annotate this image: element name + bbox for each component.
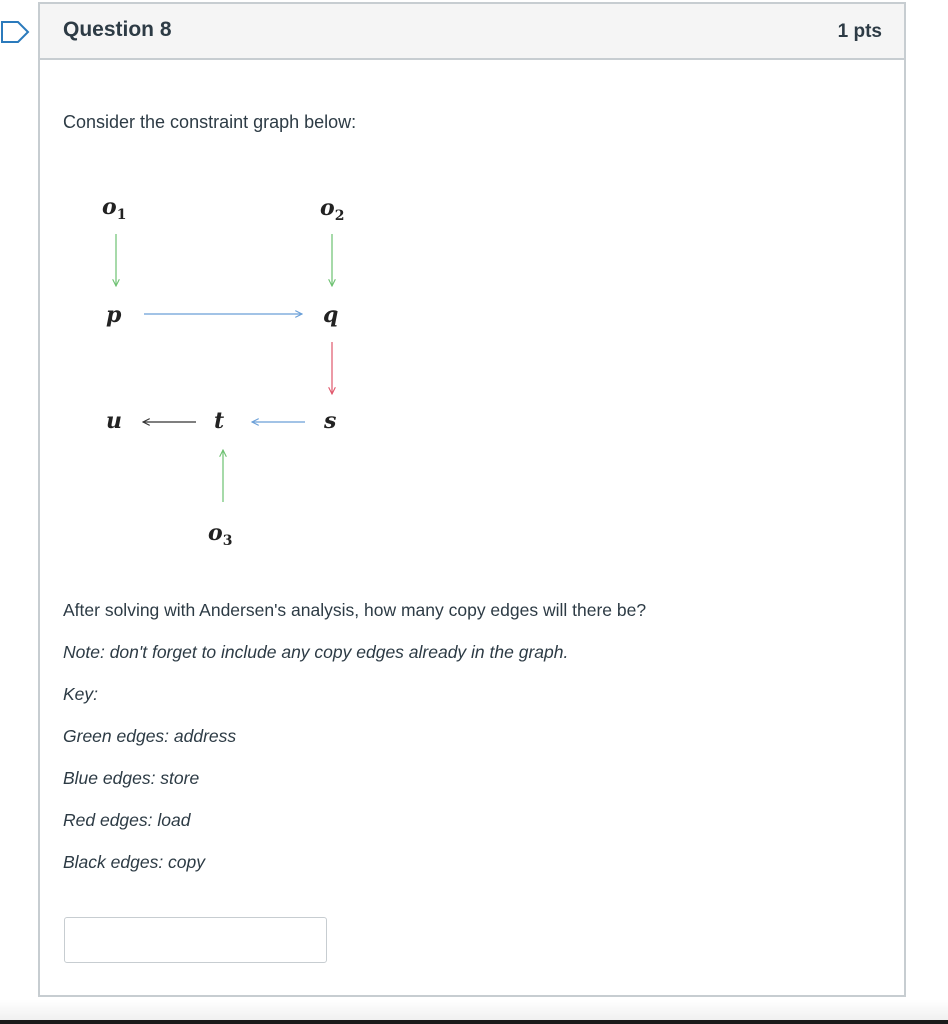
question-card xyxy=(38,2,906,997)
node-u: u xyxy=(106,408,122,434)
bottom-bar xyxy=(0,1020,948,1024)
node-t: t xyxy=(214,408,225,434)
constraint-graph xyxy=(80,184,380,554)
question-header xyxy=(40,4,904,60)
question-points: 1 pts xyxy=(837,21,882,42)
key-item-green: Green edges: address xyxy=(63,726,237,746)
bottom-fade xyxy=(0,1000,948,1020)
note-text: Note: don't forget to include any copy edges already in the graph. xyxy=(63,642,569,662)
answer-input[interactable] xyxy=(64,917,327,963)
key-item-blue: Blue edges: store xyxy=(63,768,200,788)
node-o2: $o_2$ xyxy=(320,195,345,224)
node-o3: $o_3$ xyxy=(208,520,233,549)
bookmark-flag-icon[interactable] xyxy=(0,20,32,44)
node-q: q xyxy=(323,302,339,328)
question-title: Question 8 xyxy=(63,18,172,41)
key-item-black: Black edges: copy xyxy=(63,852,206,872)
question-text: After solving with Andersen's analysis, how many copy edges will there be? xyxy=(63,600,647,620)
node-o1: $o_1$ xyxy=(102,194,127,223)
key-label: Key: xyxy=(63,684,99,704)
node-s: s xyxy=(324,408,337,434)
key-item-red: Red edges: load xyxy=(63,810,191,830)
node-p: p xyxy=(106,302,122,328)
prompt-text: Consider the constraint graph below: xyxy=(63,112,357,132)
